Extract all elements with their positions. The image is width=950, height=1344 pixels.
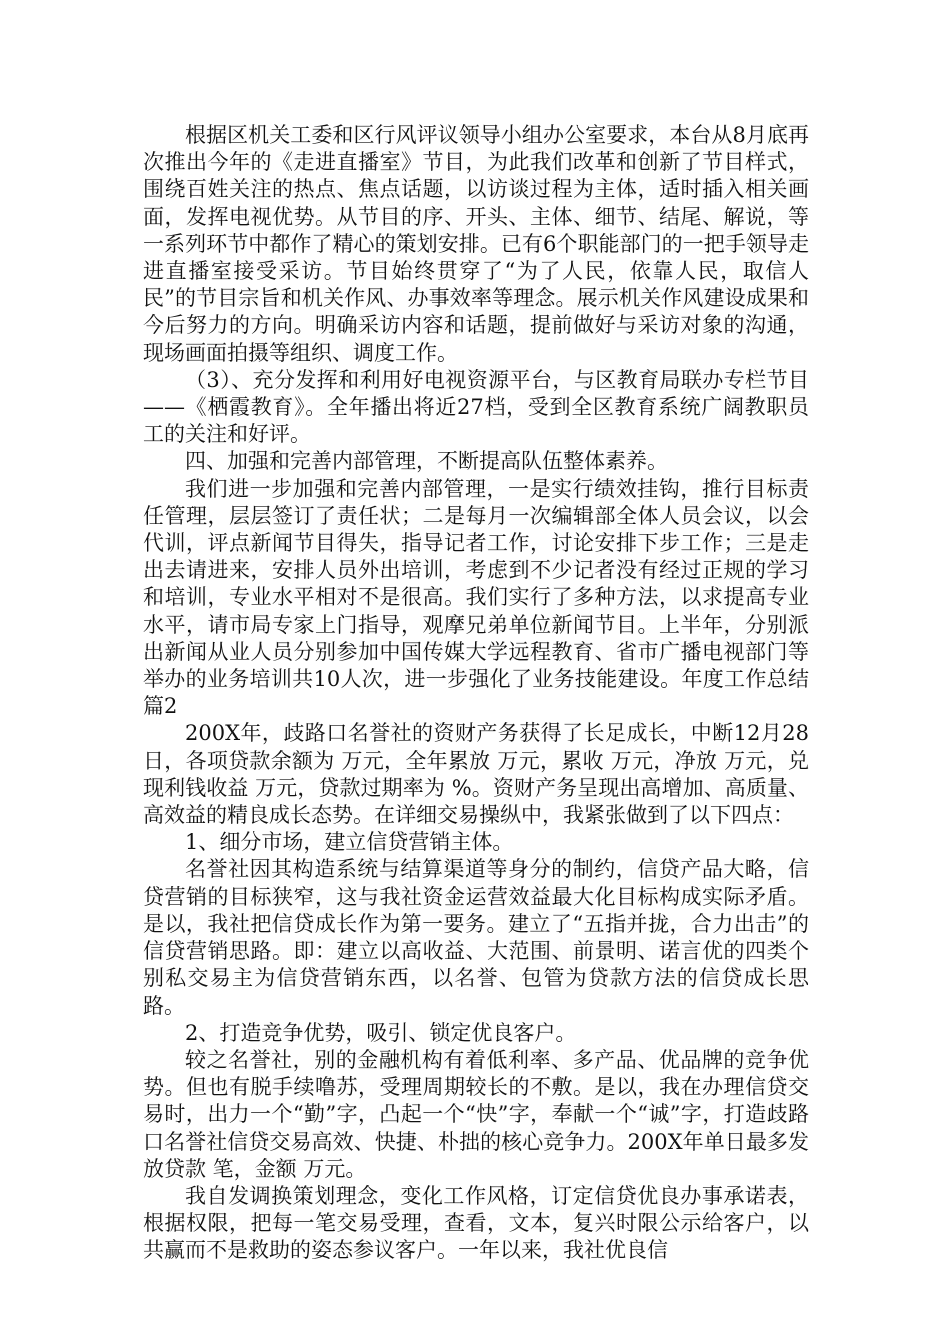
paragraph-service-commitment: 我自发调换策划理念，变化工作风格，订定信贷优良办事承诺表，根据权限，把每一笔交易受理，查看，文本，复兴时限公示给客户，以共赢而不是救助的姿态参议客户。一年以来，我社优良信 <box>143 1183 809 1263</box>
paragraph-internal-management: 我们进一步加强和完善内部管理，一是实行绩效挂钩，推行目标责任管理，层层签订了责任状；二是每月一次编辑部全体人员会议，以会代训，评点新闻节目得失，指导记者工作，讨论安排下步工作；三是走出去请进来，安排人员外出培训，考虑到不少记者没有经过正规的学习和培训，专业水平相对不是很高。我们实行了多种方法，以求提高专业水平，请市局专家上门指导，观摩兄弟单位新闻节目。上半年，分别派出新闻从业人员分别参加中国传媒大学远程教育、省市广播电视部门等举办的业务培训共10人次，进一步强化了业务技能建设。年度工作总结 篇2 <box>143 476 809 719</box>
section-heading-competitive-advantage: 2、打造竞争优势，吸引、锁定优良客户。 <box>185 1020 577 1045</box>
paragraph-competitive-advantage: 较之名誉社，别的金融机构有着低利率、多产品、优品牌的竞争优势。但也有脱手续噜苏，受理周期较长的不敷。是以，我在办理信贷交易时，出力一个“勤”字，凸起一个“快”字，奉献一个“诚”字，打造歧路口名誉社信贷交易高效、快捷、朴拙的核心竞争力。200X年单日最多发放贷款 笔，金额 万元。 <box>143 1047 809 1181</box>
section-heading-internal-management: 四、加强和完善内部管理，不断提高队伍整体素养。 <box>185 449 668 474</box>
paragraph-broadcast-program: 根据区机关工委和区行风评议领导小组办公室要求，本台从8月底再次推出今年的《走进直播室》节目，为此我们改革和创新了节目样式，围绕百姓关注的热点、焦点话题，以访谈过程为主体，适时插入相关画面，发挥电视优势。从节目的序、开头、主体、细节、结尾、解说，等一系列环节中都作了精心的策划安排。已有6个职能部门的一把手领导走进直播室接受采访。节目始终贯穿了“为了人民，依靠人民，取信人民”的节目宗旨和机关作风、办事效率等理念。展示机关作风建设成果和今后努力的方向。明确采访内容和话题，提前做好与采访对象的沟通，现场画面拍摄等组织、调度工作。 <box>143 123 809 365</box>
paragraph-credit-overview: 200X年，歧路口名誉社的资财产务获得了长足成长，中断12月28日，各项贷款余额为 万元，全年累放 万元，累收 万元，净放 万元，兑现利钱收益 万元，贷款过期率为 %。资财产务呈现出高增加、高质量、高效益的精良成长态势。在详细交易操纵中，我紧张做到了以下四点： <box>143 721 809 828</box>
section-heading-market-segment: 1、细分市场，建立信贷营销主体。 <box>185 830 514 855</box>
document-page <box>143 122 809 1265</box>
paragraph-credit-marketing: 名誉社因其构造系统与结算渠道等身分的制约，信贷产品大略，信贷营销的目标狭窄，这与我社资金运营效益最大化目标构成实际矛盾。是以，我社把信贷成长作为第一要务。建立了“五指并拢，合力出击”的信贷营销思路。即：建立以高收益、大范围、前景明、诺言优的四类个别私交易主为信贷营销东西，以名誉、包管为贷款方法的信贷成长思路。 <box>143 857 809 1018</box>
paragraph-education-column: （3）、充分发挥和利用好电视资源平台，与区教育局联办专栏节目——《栖霞教育》。全年播出将近27档，受到全区教育系统广阔教职员工的关注和好评。 <box>143 367 809 447</box>
